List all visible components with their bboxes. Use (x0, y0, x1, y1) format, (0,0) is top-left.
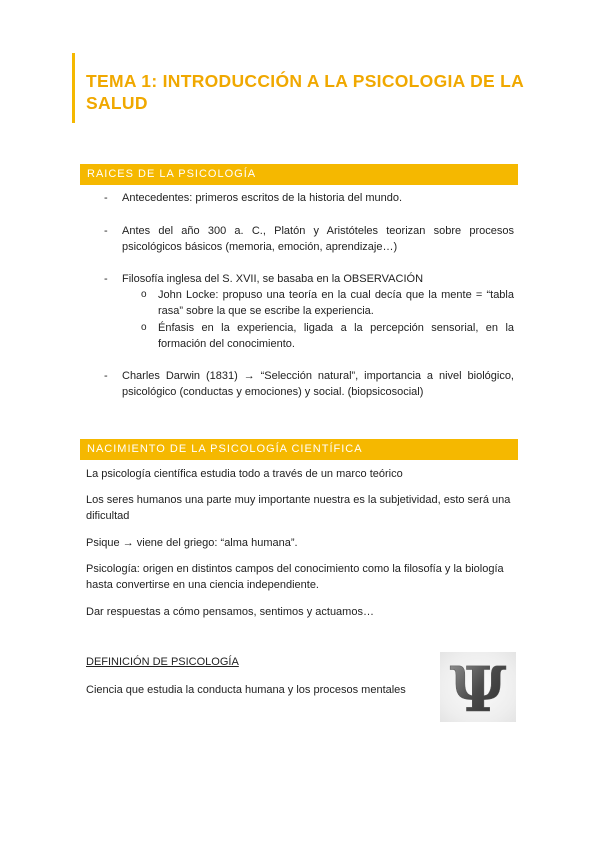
svg-text:Ψ: Ψ (449, 655, 507, 719)
paragraph: Psique → viene del griego: “alma humana”. (86, 537, 298, 549)
sublist-bullet: o (141, 322, 147, 333)
paragraph: Dar respuestas a cómo pensamos, sentimos y actuamos… (86, 606, 374, 618)
definition-heading: DEFINICIÓN DE PSICOLOGÍA (86, 656, 239, 668)
title-accent-bar (72, 53, 75, 123)
list-bullet: - (104, 273, 108, 285)
paragraph: La psicología científica estudia todo a través de un marco teórico (86, 468, 403, 480)
list-item: Charles Darwin (1831) → “Selección natural”, importancia a nivel biológico, psicológico (conductas y emociones) y social. (biopsicosocial) (122, 370, 514, 398)
sublist-item: John Locke: propuso una teoría en la cual decía que la mente = “tabla rasa” sobre la que se escribe la experiencia. (158, 289, 514, 317)
list-item: Antes del año 300 a. C., Platón y Aristóteles teorizan sobre procesos psicológicos básicos (memoria, emoción, aprendizaje…) (122, 225, 514, 253)
paragraph: Psicología: origen en distintos campos del conocimiento como la filosofía y la biología hasta convertirse en una ciencia independiente. (86, 563, 504, 591)
paragraph: Los seres humanos una parte muy importante nuestra es la subjetividad, esto será una dificultad (86, 494, 511, 522)
list-item: Antecedentes: primeros escritos de la historia del mundo. (122, 192, 403, 204)
list-item: Filosofía inglesa del S. XVII, se basaba en la OBSERVACIÓN (122, 273, 424, 285)
psi-icon (446, 655, 510, 719)
list-bullet: - (104, 370, 108, 382)
section-header-raices: RAICES DE LA PSICOLOGÍA (80, 164, 518, 185)
list-bullet: - (104, 192, 108, 204)
sublist-bullet: o (141, 289, 147, 300)
list-bullet: - (104, 225, 108, 237)
section-header-nacimiento: NACIMIENTO DE LA PSICOLOGÍA CIENTÍFICA (80, 439, 518, 460)
definition-text: Ciencia que estudia la conducta humana y los procesos mentales (86, 684, 406, 696)
page-title: TEMA 1: INTRODUCCIÓN A LA PSICOLOGIA DE LA SALUD (86, 71, 524, 113)
psi-symbol-image (440, 652, 516, 722)
sublist-item: Énfasis en la experiencia, ligada a la percepción sensorial, en la formación del conocimiento. (158, 322, 514, 350)
